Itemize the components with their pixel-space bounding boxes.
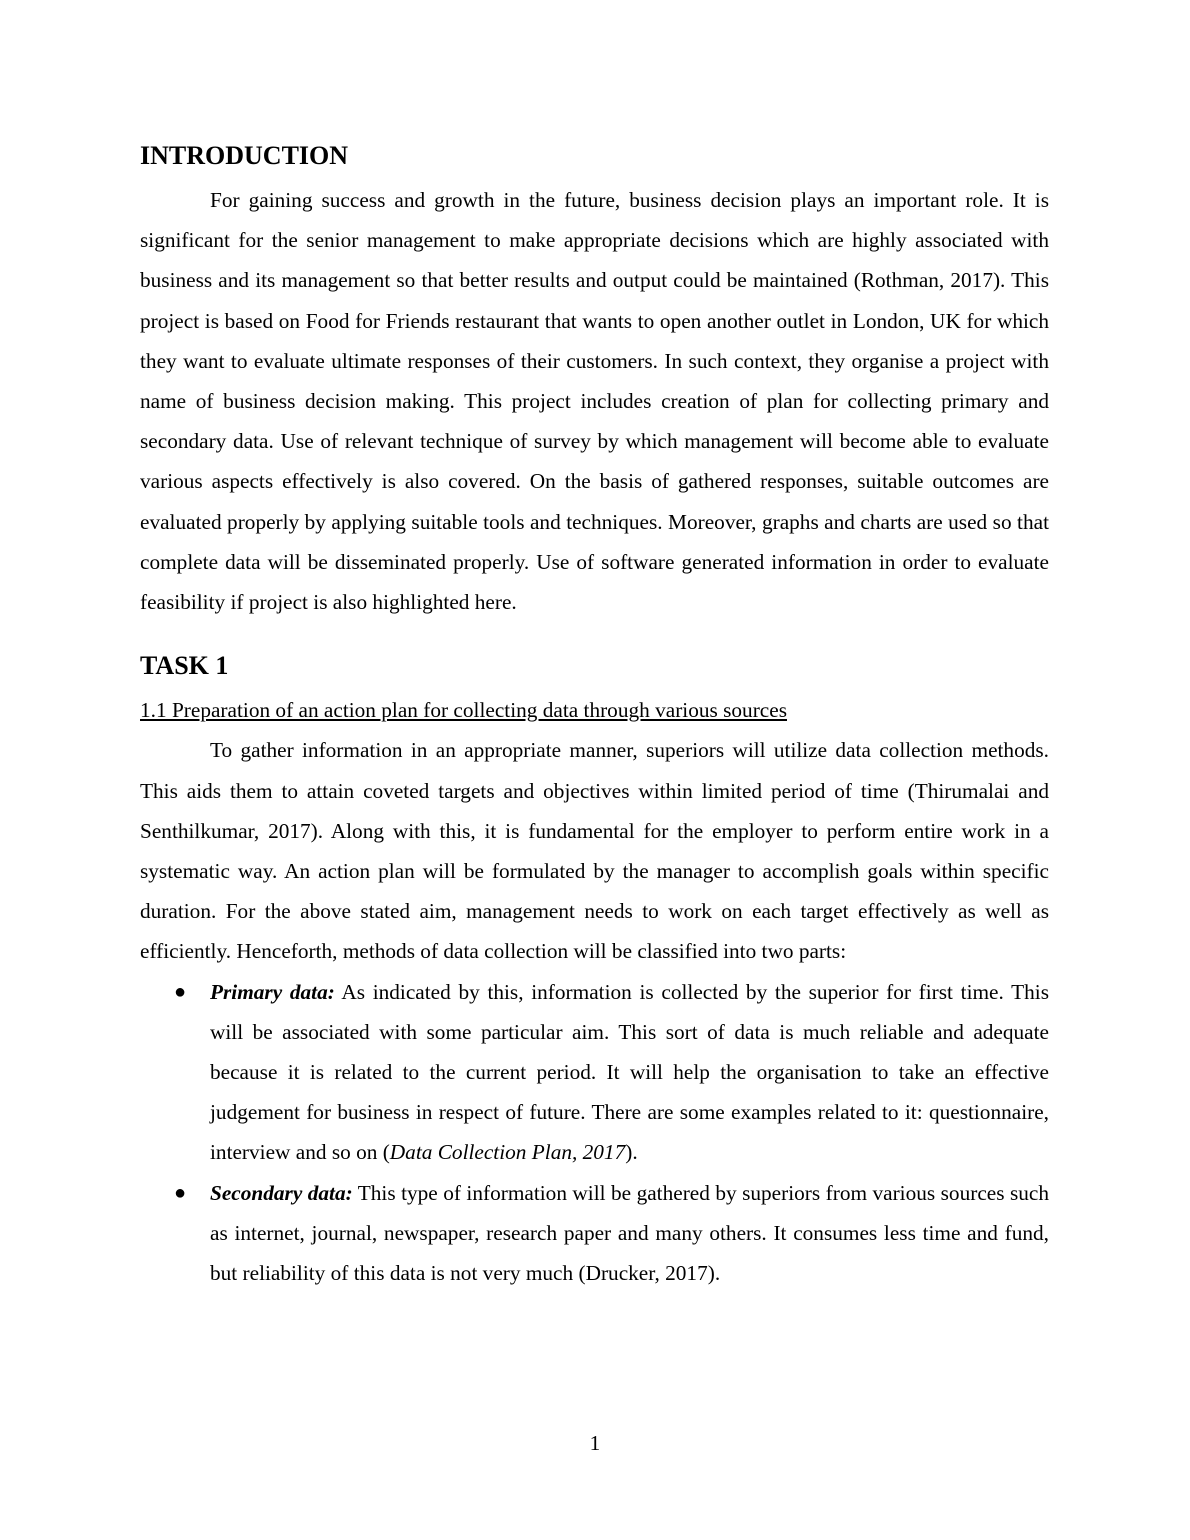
data-types-list [140, 972, 1049, 1294]
page-number: 1 [589, 1431, 601, 1455]
bullet-icon: ● [174, 1181, 187, 1204]
document-page [140, 138, 1049, 1293]
primary-data-term: Primary data: [210, 979, 335, 1004]
primary-data-text: As indicated by this, information is collected by the superior for first time. This will be associated with some particular aim. This sort of data is much reliable and adequate because it is related to the current period. It will help the organisation to take an effective judgement for business in respect of future. There are some examples related to it: questionnaire, interview and so on ( [210, 979, 1049, 1165]
secondary-data-text: This type of information will be gathered by superiors from various sources such as internet, journal, newspaper, research paper and many others. It consumes less time and fund, but reliability of this data is not very much (Drucker, 2017). [210, 1180, 1050, 1286]
introduction-heading: INTRODUCTION [140, 141, 349, 170]
task1-subheading: 1.1 Preparation of an action plan for collecting data through various sources [140, 698, 787, 723]
list-item-secondary-data [140, 1173, 1049, 1294]
bullet-icon: ● [174, 980, 187, 1003]
introduction-paragraph: For gaining success and growth in the future, business decision plays an important role. It is significant for the senior management to make appropriate decisions which are highly associated with business and its management so that better results and output could be maintained (Rothman, 2017). This project is based on Food for Friends restaurant that wants to open another outlet in London, UK for which they want to evaluate ultimate responses of their customers. In such context, they organise a project with name of business decision making. This project includes creation of plan for collecting primary and secondary data. Use of relevant technique of survey by which management will become able to evaluate various aspects effectively is also covered. On the basis of gathered responses, suitable outcomes are evaluated properly by applying suitable tools and techniques. Moreover, graphs and charts are used so that complete data will be disseminated properly. Use of software generated information in order to evaluate feasibility if project is also highlighted here. [140, 188, 1049, 615]
primary-data-tail: ). [625, 1140, 638, 1165]
task1-heading: TASK 1 [140, 651, 229, 681]
task1-paragraph: To gather information in an appropriate manner, superiors will utilize data collection methods. This aids them to attain coveted targets and objectives within limited period of time (Thirumalai and Senthilkumar, 2017). Along with this, it is fundamental for the employer to perform entire work in a systematic way. An action plan will be formulated by the manager to accomplish goals within specific duration. For the above stated aim, management needs to work on each target effectively as well as efficiently. Henceforth, methods of data collection will be classified into two parts: [140, 738, 1049, 964]
primary-data-citation: Data Collection Plan, 2017 [389, 1140, 626, 1165]
list-item-primary-data [140, 972, 1049, 1173]
secondary-data-term: Secondary data: [210, 1180, 353, 1205]
